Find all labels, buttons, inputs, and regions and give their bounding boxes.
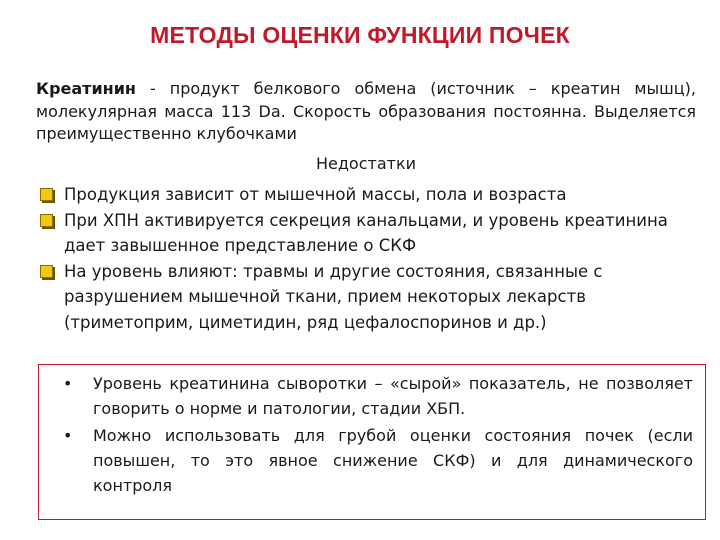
- checkbox-bullet-icon: [40, 188, 53, 201]
- page-title: МЕТОДЫ ОЦЕНКИ ФУНКЦИИ ПОЧЕК: [150, 22, 570, 48]
- drawback-item: [40, 259, 700, 336]
- note-item: [61, 371, 693, 421]
- drawback-text: Продукция зависит от мышечной массы, пола и возраста: [64, 185, 567, 204]
- note-text: Можно использовать для грубой оценки состояния почек (если повышен, то это явное снижение СКФ) и для динамического контроля: [93, 426, 693, 495]
- drawbacks-heading: Недостатки: [315, 154, 417, 173]
- checkbox-bullet-icon: [40, 214, 53, 227]
- drawbacks-list: [40, 182, 700, 335]
- drawback-text: На уровень влияют: травмы и другие состояния, связанные с разрушением мышечной ткани, прием некоторых лекарств (триметоприм, циметидин, ряд цефалоспоринов и др.): [64, 261, 603, 332]
- bullet-dot-icon: •: [63, 426, 73, 445]
- intro-text: - продукт белкового обмена (источник – креатин мышц), молекулярная масса 113 Da. Скорость образования постоянна. Выделяется преимущественно клубочками: [36, 79, 696, 143]
- intro-paragraph: [36, 78, 696, 146]
- checkbox-bullet-icon: [40, 265, 53, 278]
- note-text: Уровень креатинина сыворотки – «сырой» показатель, не позволяет говорить о норме и патологии, стадии ХБП.: [93, 374, 693, 418]
- notes-list: [61, 371, 693, 500]
- bullet-dot-icon: •: [63, 374, 73, 393]
- note-item: [61, 423, 693, 498]
- drawback-text: При ХПН активируется секреция канальцами, и уровень креатинина дает завышенное представление о СКФ: [64, 210, 668, 255]
- drawback-item: [40, 208, 700, 259]
- drawback-item: [40, 182, 700, 208]
- intro-term: Креатинин: [36, 79, 136, 98]
- notes-panel: [38, 364, 706, 520]
